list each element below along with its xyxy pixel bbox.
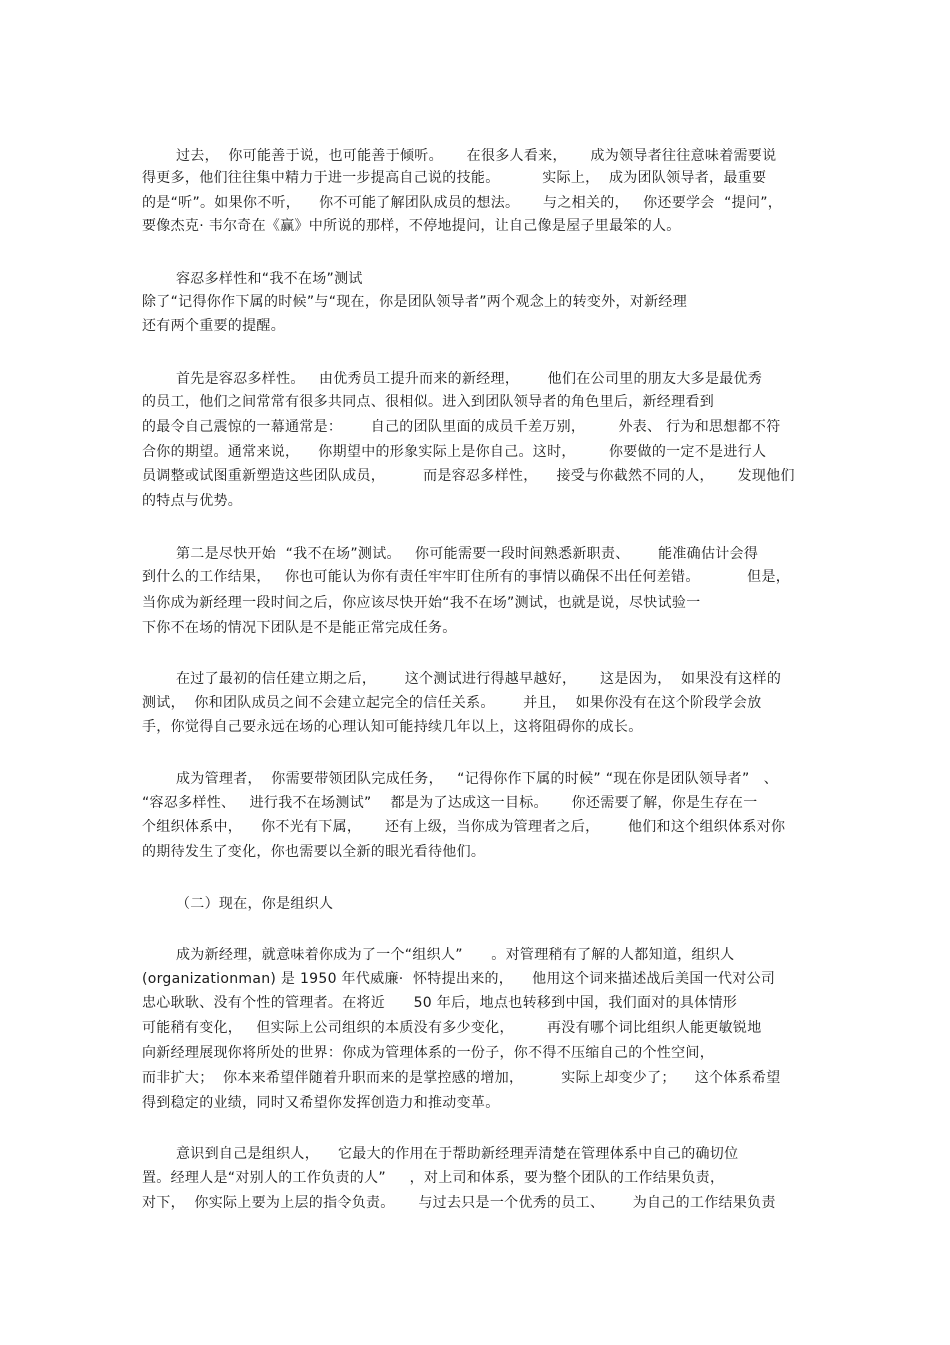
section-heading-organization-man: （二）现在，你是组织人 <box>176 896 334 912</box>
paragraph-4-line-3: 当你成为新经理一段时间之后，你应该尽快开始“我不在场”测试，也就是说，尽快试验一 <box>142 595 701 611</box>
paragraph-5-line-1: 在过了最初的信任建立期之后， 这个测试进行得越早越好， 这是因为， 如果没有这样的 <box>176 671 782 687</box>
paragraph-8-line-1: 成为新经理，就意味着你成为了一个“组织人” 。对管理稍有了解的人都知道，组织人 <box>176 947 735 963</box>
paragraph-6-line-1: 成为管理者， 你需要带领团队完成任务， “记得你作下属的时候” “现在你是团队领导者” 、 <box>176 771 779 787</box>
paragraph-3-line-6: 的特点与优势。 <box>142 493 243 509</box>
paragraph-4-line-1: 第二是尽快开始 “我不在场”测试。 你可能需要一段时间熟悉新职责、 能准确估计会得 <box>176 546 759 562</box>
paragraph-1-line-3: 的是“听”。如果你不听， 你不可能了解团队成员的想法。 与之相关的， 你还要学会 “提问”， <box>142 195 783 211</box>
paragraph-3-line-2: 的员工，他们之间常常有很多共同点、很相似。进入到团队领导者的角色里后，新经理看到 <box>142 394 714 410</box>
paragraph-6-line-4: 的期待发生了变化，你也需要以全新的眼光看待他们。 <box>142 844 486 860</box>
paragraph-9-line-2: 置。经理人是“对别人的工作负责的人” ，对上司和体系，要为整个团队的工作结果负责， <box>142 1170 725 1186</box>
paragraph-3-line-4: 合你的期望。通常来说， 你期望中的形象实际上是你自己。这时， 你要做的一定不是进行人 <box>142 444 767 460</box>
paragraph-5-line-2: 测试， 你和团队成员之间不会建立起完全的信任关系。 并且， 如果你没有在这个阶段学会放 <box>142 695 762 711</box>
paragraph-4-line-4: 下你不在场的情况下团队是不是能正常完成任务。 <box>142 620 457 636</box>
paragraph-8-line-7: 得到稳定的业绩，同时又希望你发挥创造力和推动变革。 <box>142 1095 500 1111</box>
paragraph-2-line-3: 还有两个重要的提醒。 <box>142 318 285 334</box>
paragraph-2-line-2: 除了“记得你作下属的时候”与“现在，你是团队领导者”两个观念上的转变外，对新经理 <box>142 294 688 310</box>
paragraph-8-line-2: (organizationman) 是 1950 年代威廉· 怀特提出来的， 他用这个词来描述战后美国一代对公司 <box>142 971 776 987</box>
paragraph-9-line-3: 对下， 你实际上要为上层的指令负责。 与过去只是一个优秀的员工、 为自己的工作结果负责 <box>142 1195 776 1211</box>
section-heading-diversity: 容忍多样性和“我不在场”测试 <box>176 271 363 287</box>
paragraph-8-line-6: 而非扩大； 你本来希望伴随着升职而来的是掌控感的增加， 实际上却变少了； 这个体系希望 <box>142 1070 781 1086</box>
paragraph-1-line-2: 得更多，他们往往集中精力于进一步提高自己说的技能。 实际上， 成为团队领导者，最重要 <box>142 170 767 186</box>
paragraph-6-line-2: “容忍多样性、 进行我不在场测试” 都是为了达成这一目标。 你还需要了解，你是生存在一 <box>142 795 758 811</box>
paragraph-9-line-1: 意识到自己是组织人， 它最大的作用在于帮助新经理弄清楚在管理体系中自己的确切位 <box>176 1146 739 1162</box>
paragraph-1-line-1: 过去， 你可能善于说，也可能善于倾听。 在很多人看来， 成为领导者往往意味着需要说 <box>176 148 777 164</box>
paragraph-8-line-4: 可能稍有变化， 但实际上公司组织的本质没有多少变化， 再没有哪个词比组织人能更敏锐地 <box>142 1020 762 1036</box>
paragraph-3-line-1: 首先是容忍多样性。 由优秀员工提升而来的新经理， 他们在公司里的朋友大多是最优秀 <box>176 371 763 387</box>
paragraph-8-line-3: 忠心耿耿、没有个性的管理者。在将近 50 年后，地点也转移到中国，我们面对的具体情形 <box>142 995 738 1011</box>
paragraph-5-line-3: 手，你觉得自己要永远在场的心理认知可能持续几年以上，这将阻碍你的成长。 <box>142 719 643 735</box>
paragraph-8-line-5: 向新经理展现你将所处的世界：你成为管理体系的一份子，你不得不压缩自己的个性空间， <box>142 1045 714 1061</box>
paragraph-6-line-3: 个组织体系中， 你不光有下属， 还有上级，当你成为管理者之后， 他们和这个组织体系对你 <box>142 819 786 835</box>
paragraph-4-line-2: 到什么的工作结果， 你也可能认为你有责任牢牢盯住所有的事情以确保不出任何差错。 但是， <box>142 569 791 585</box>
paragraph-3-line-5: 员调整或试图重新塑造这些团队成员， 而是容忍多样性， 接受与你截然不同的人， 发现他们 <box>142 468 795 484</box>
paragraph-1-line-4: 要像杰克· 韦尔奇在《赢》中所说的那样，不停地提问，让自己像是屋子里最笨的人。 <box>142 218 681 234</box>
paragraph-3-line-3: 的最令自己震惊的一幕通常是： 自己的团队里面的成员千差万别， 外表、 行为和思想都不符 <box>142 419 781 435</box>
